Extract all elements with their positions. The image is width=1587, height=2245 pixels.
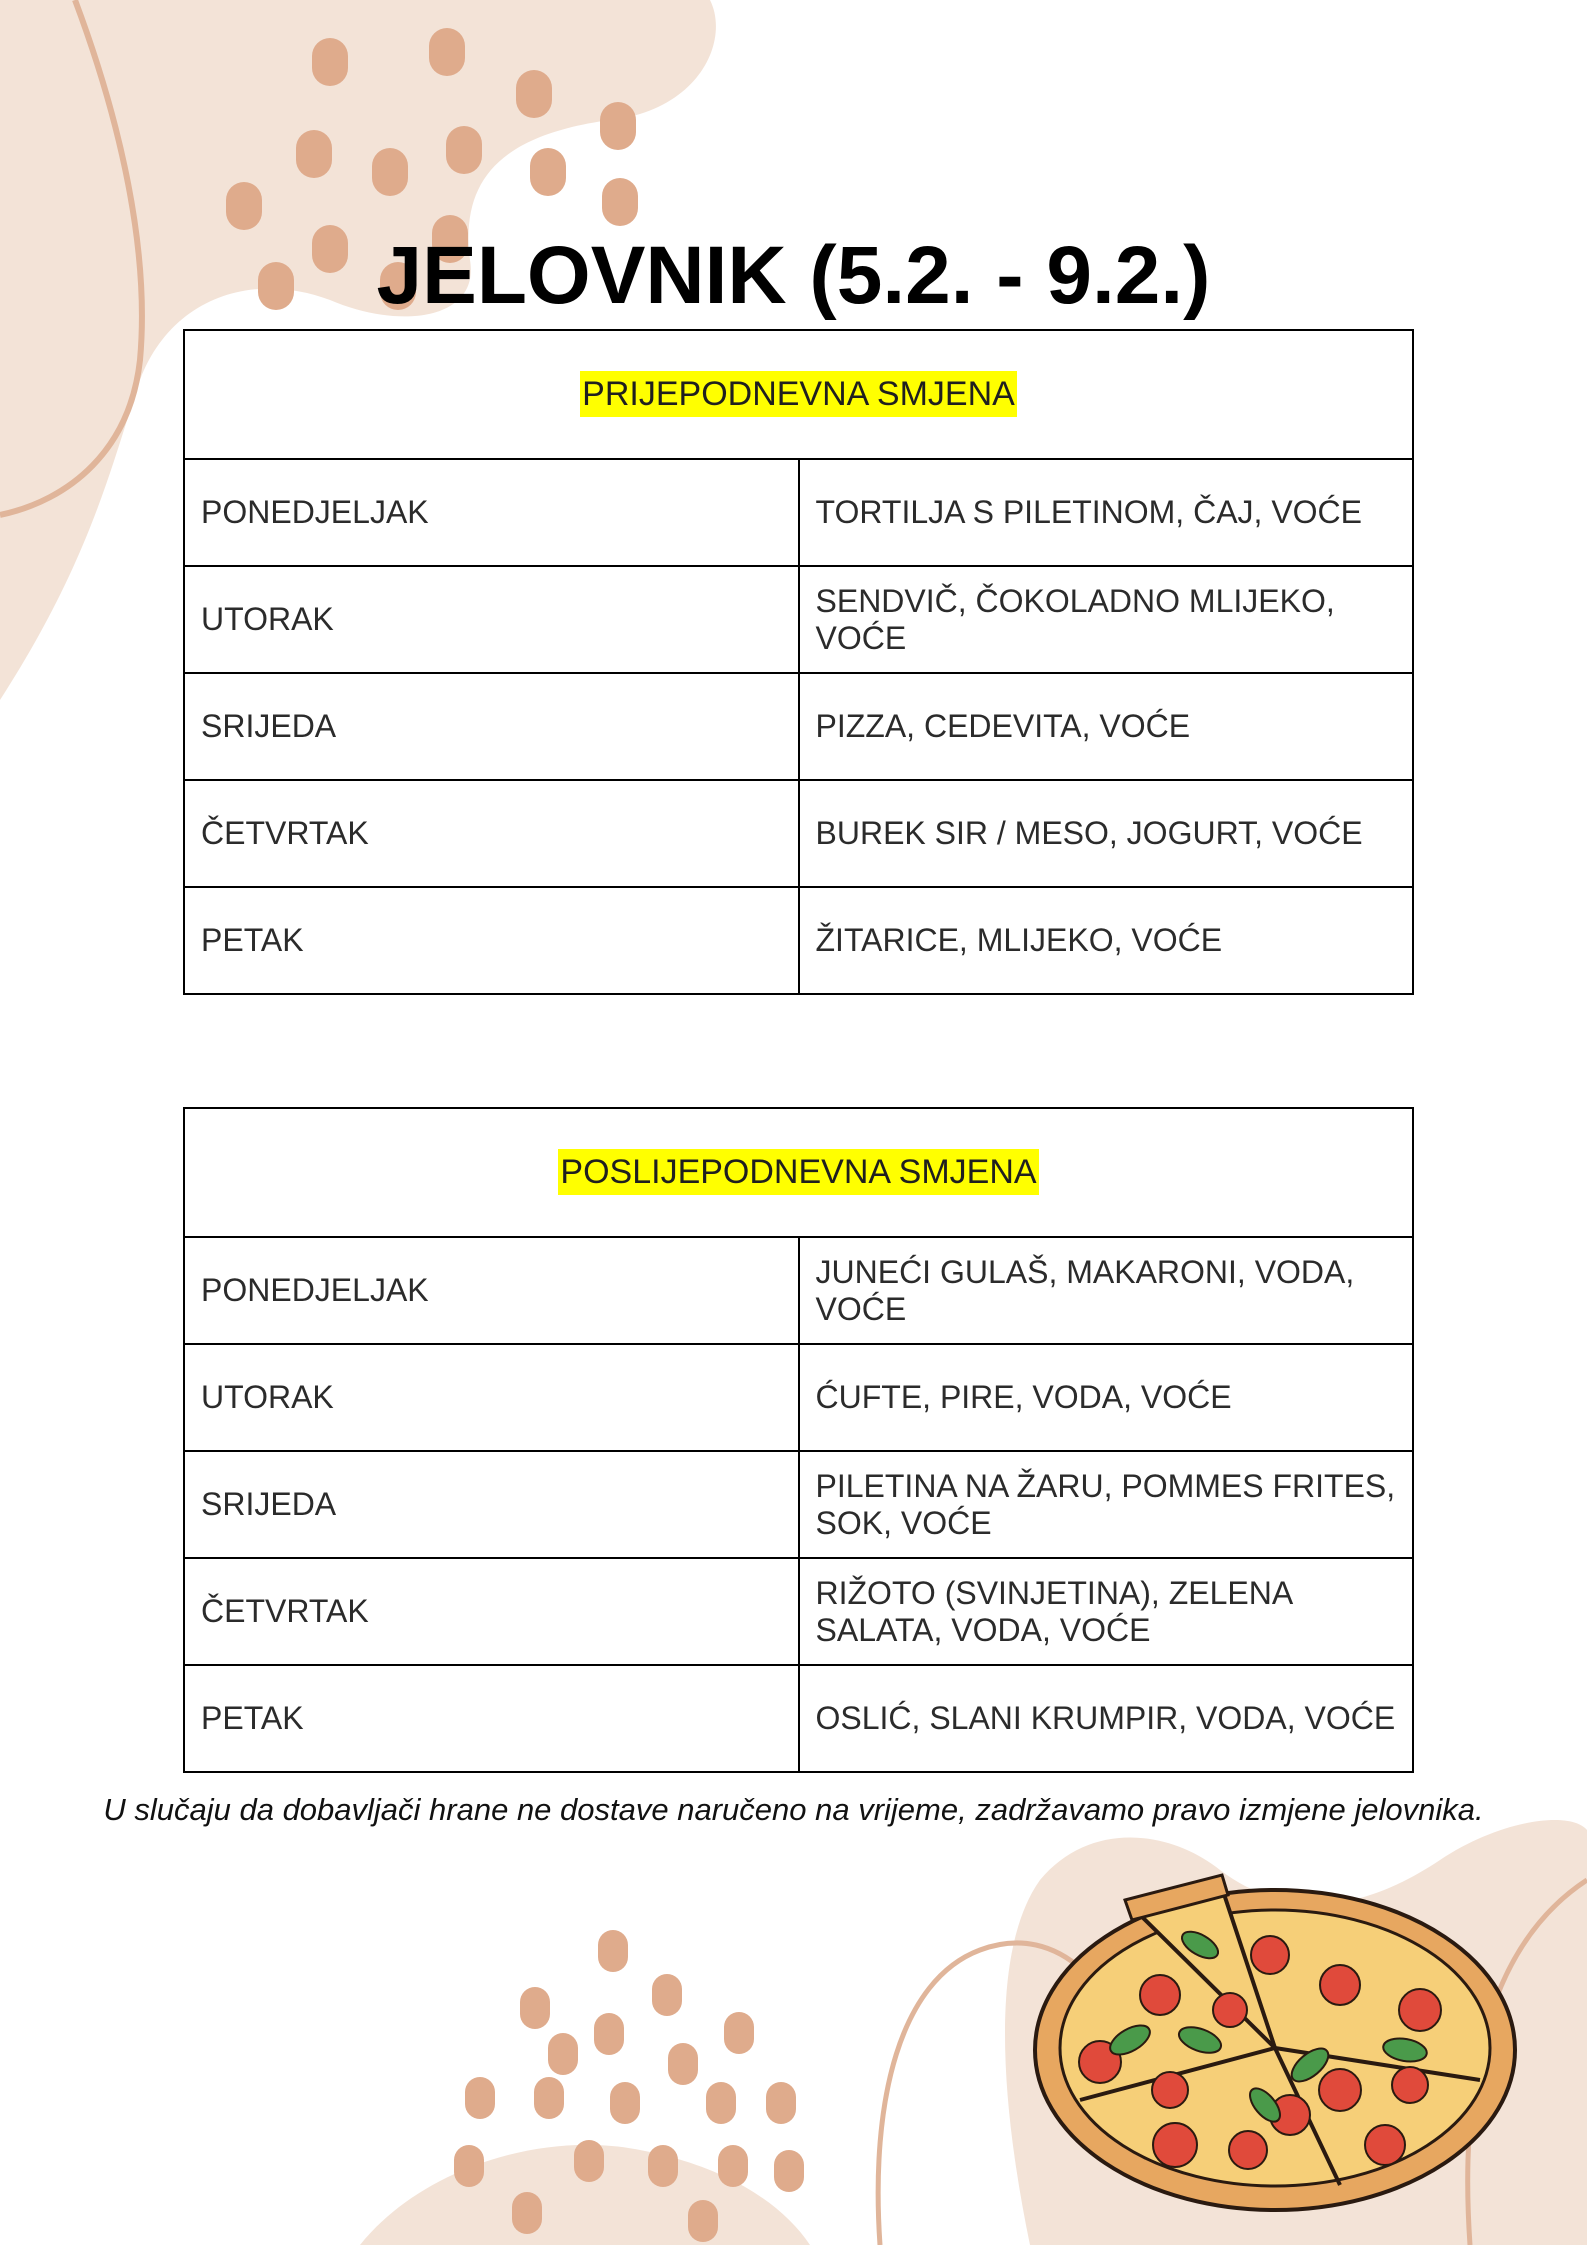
- day-cell: ČETVRTAK: [184, 1558, 799, 1665]
- day-cell: PETAK: [184, 887, 799, 994]
- meal-cell: JUNEĆI GULAŠ, MAKARONI, VODA, VOĆE: [799, 1237, 1414, 1344]
- day-cell: UTORAK: [184, 1344, 799, 1451]
- table-row: [184, 887, 1413, 994]
- table-row: [184, 566, 1413, 673]
- morning-shift-table: [183, 329, 1414, 995]
- meal-cell: SENDVIČ, ČOKOLADNO MLIJEKO, VOĆE: [799, 566, 1414, 673]
- afternoon-shift-table: [183, 1107, 1414, 1773]
- table-row: [184, 1665, 1413, 1772]
- day-cell: PETAK: [184, 1665, 799, 1772]
- day-cell: ČETVRTAK: [184, 780, 799, 887]
- meal-cell: BUREK SIR / MESO, JOGURT, VOĆE: [799, 780, 1414, 887]
- table-row: [184, 1451, 1413, 1558]
- table-header-row: [184, 330, 1413, 459]
- day-cell: UTORAK: [184, 566, 799, 673]
- meal-cell: ĆUFTE, PIRE, VODA, VOĆE: [799, 1344, 1414, 1451]
- morning-shift-label: PRIJEPODNEVNA SMJENA: [580, 371, 1017, 417]
- table-row: [184, 459, 1413, 566]
- table-row: [184, 1237, 1413, 1344]
- table-row: [184, 673, 1413, 780]
- meal-cell: PIZZA, CEDEVITA, VOĆE: [799, 673, 1414, 780]
- table-row: [184, 780, 1413, 887]
- table-header-cell: [184, 330, 1413, 459]
- page-title: JELOVNIK (5.2. - 9.2.): [376, 230, 1211, 321]
- table-row: [184, 1558, 1413, 1665]
- afternoon-shift-label: POSLIJEPODNEVNA SMJENA: [558, 1149, 1038, 1195]
- day-cell: SRIJEDA: [184, 673, 799, 780]
- meal-cell: OSLIĆ, SLANI KRUMPIR, VODA, VOĆE: [799, 1665, 1414, 1772]
- table-header-row: [184, 1108, 1413, 1237]
- table-row: [184, 1344, 1413, 1451]
- footer-note: U slučaju da dobavljači hrane ne dostave naručeno na vrijeme, zadržavamo pravo izmjene jelovnika.: [103, 1792, 1484, 1827]
- day-cell: PONEDJELJAK: [184, 1237, 799, 1344]
- meal-cell: TORTILJA S PILETINOM, ČAJ, VOĆE: [799, 459, 1414, 566]
- meal-cell: ŽITARICE, MLIJEKO, VOĆE: [799, 887, 1414, 994]
- meal-cell: RIŽOTO (SVINJETINA), ZELENA SALATA, VODA, VOĆE: [799, 1558, 1414, 1665]
- table-header-cell: [184, 1108, 1413, 1237]
- day-cell: SRIJEDA: [184, 1451, 799, 1558]
- meal-cell: PILETINA NA ŽARU, POMMES FRITES, SOK, VOĆE: [799, 1451, 1414, 1558]
- day-cell: PONEDJELJAK: [184, 459, 799, 566]
